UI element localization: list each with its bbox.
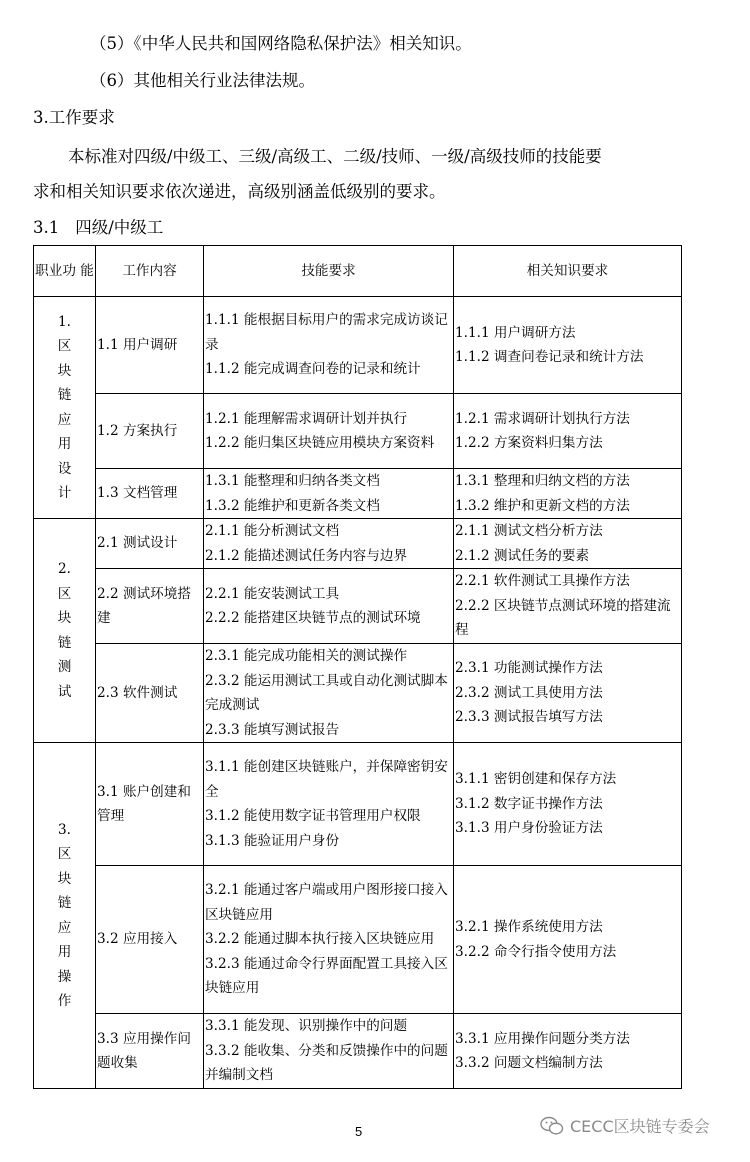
skill-item: 1.2.1 能理解需求调研计划并执行 (205, 410, 408, 427)
skill-item: 1.1.2 能完成调查问卷的记录和统计 (205, 361, 421, 378)
item-6-text: （6）其他相关行业法律法规。 (90, 71, 315, 90)
table-row (34, 644, 682, 743)
knowledge-cell (454, 469, 682, 519)
header-knowledge: 相关知识要求 (454, 246, 682, 297)
skill-cell (204, 519, 454, 569)
knowledge-item: 2.3.1 功能测试操作方法 (455, 660, 603, 677)
task-cell: 3.2 应用接入 (96, 866, 204, 1014)
skill-cell (204, 1014, 454, 1089)
function-char: 测 (57, 659, 72, 675)
knowledge-item: 2.2.1 软件测试工具操作方法 (455, 573, 630, 590)
knowledge-cell (454, 519, 682, 569)
heading-title: 四级/中级工 (75, 218, 164, 237)
function-char: 设 (57, 460, 72, 477)
knowledge-cell (454, 1014, 682, 1089)
wechat-icon (540, 1116, 564, 1136)
table-row (34, 297, 682, 394)
skill-cell (204, 469, 454, 519)
skill-item: 2.3.3 能填写测试报告 (205, 721, 340, 738)
skill-item: 3.3.2 能收集、分类和反馈操作中的问题并编制文档 (205, 1042, 448, 1084)
knowledge-item: 3.1.1 密钥创建和保存方法 (455, 771, 617, 788)
task-cell: 1.3 文档管理 (96, 469, 204, 519)
skill-item: 2.1.2 能描述测试任务内容与边界 (205, 547, 408, 564)
function-char: 计 (57, 485, 72, 501)
knowledge-cell (454, 297, 682, 394)
knowledge-item: 2.3.2 测试工具使用方法 (455, 684, 603, 701)
section-heading-3: 3.工作要求 (33, 108, 115, 127)
knowledge-item: 2.1.1 测试文档分析方法 (455, 523, 603, 539)
skill-cell (204, 743, 454, 866)
function-char: 试 (57, 683, 72, 700)
skill-cell (204, 644, 454, 743)
knowledge-item: 2.3.3 测试报告填写方法 (455, 709, 603, 726)
item-5-text: （5）《中华人民共和国网络隐私保护法》相关知识。 (90, 34, 472, 53)
function-cell (34, 743, 96, 1089)
skill-item: 3.1.3 能验证用户身份 (205, 832, 340, 849)
knowledge-cell (454, 644, 682, 743)
skill-item: 3.2.3 能通过命令行界面配置工具接入区块链应用 (205, 955, 448, 997)
skill-item: 1.3.2 能维护和更新各类文档 (205, 497, 380, 514)
watermark-text: CECC区块链专委会 (570, 1117, 710, 1136)
skill-cell (204, 866, 454, 1014)
intro-paragraph-line1: 本标准对四级/中级工、三级/高级工、二级/技师、一级/高级技师的技能要 (68, 147, 602, 166)
function-char: 区 (57, 338, 72, 354)
function-char: 区 (57, 585, 72, 602)
task-cell: 2.3 软件测试 (96, 644, 204, 743)
function-char: 3. (58, 821, 71, 838)
skill-item: 3.1.1 能创建区块链账户，并保障密钥安全 (205, 759, 448, 800)
skill-item: 1.3.1 能整理和归纳各类文档 (205, 473, 380, 489)
function-cell (34, 519, 96, 743)
knowledge-item: 3.1.3 用户身份验证方法 (455, 820, 603, 837)
intro-paragraph-line2: 求和相关知识要求依次递进，高级别涵盖低级别的要求。 (33, 182, 446, 201)
table-row (34, 519, 682, 569)
knowledge-item: 1.3.2 维护和更新文档的方法 (455, 497, 630, 514)
function-char: 应 (57, 411, 72, 428)
task-cell: 1.2 方案执行 (96, 394, 204, 469)
header-function: 职业功 能 (34, 246, 96, 297)
header-task: 工作内容 (96, 246, 204, 297)
function-char: 链 (57, 634, 72, 651)
knowledge-item: 3.2.2 命令行指令使用方法 (455, 943, 617, 960)
table-row (34, 1014, 682, 1089)
knowledge-item: 1.3.1 整理和归纳文档的方法 (455, 473, 630, 489)
task-cell: 2.1 测试设计 (96, 519, 204, 569)
skill-standard-table (33, 245, 682, 1089)
knowledge-item: 1.1.2 调查问卷记录和统计方法 (455, 349, 644, 365)
table-row (34, 866, 682, 1014)
function-char: 块 (57, 362, 72, 379)
function-char: 区 (57, 846, 72, 862)
knowledge-item: 3.3.2 问题文档编制方法 (455, 1055, 603, 1071)
skill-item: 3.2.1 能通过客户端或用户图形接口接入区块链应用 (205, 882, 448, 923)
function-char: 作 (57, 993, 72, 1009)
function-char: 2. (58, 561, 71, 577)
knowledge-item: 3.3.1 应用操作问题分类方法 (455, 1030, 630, 1047)
skill-item: 1.2.2 能归集区块链应用模块方案资料 (205, 435, 435, 451)
table-row (34, 469, 682, 519)
knowledge-item: 3.2.1 操作系统使用方法 (455, 919, 603, 935)
task-cell: 1.1 用户调研 (96, 297, 204, 394)
function-char: 链 (57, 387, 72, 403)
knowledge-cell (454, 743, 682, 866)
function-char: 块 (57, 610, 72, 626)
knowledge-cell (454, 866, 682, 1014)
skill-item: 2.1.1 能分析测试文档 (205, 523, 340, 539)
skill-item: 2.2.1 能安装测试工具 (205, 585, 340, 602)
function-cell (34, 297, 96, 519)
knowledge-item: 2.1.2 测试任务的要素 (455, 547, 590, 564)
watermark (540, 1114, 710, 1137)
skill-item: 3.2.2 能通过脚本执行接入区块链应用 (205, 931, 435, 948)
skill-item: 3.1.2 能使用数字证书管理用户权限 (205, 808, 421, 824)
table-row (34, 569, 682, 644)
section-heading-3-1 (33, 212, 163, 244)
skill-cell (204, 569, 454, 644)
knowledge-item: 3.1.2 数字证书操作方法 (455, 795, 603, 812)
table-header-row (34, 246, 682, 297)
function-char: 块 (57, 870, 72, 887)
header-skill: 技能要求 (204, 246, 454, 297)
function-char: 操 (57, 968, 72, 985)
skill-item: 3.3.1 能发现、识别操作中的问题 (205, 1018, 408, 1035)
knowledge-cell (454, 394, 682, 469)
heading-number: 3.1 (33, 218, 60, 237)
skill-cell (204, 394, 454, 469)
function-char: 应 (57, 919, 72, 936)
knowledge-item: 1.2.2 方案资料归集方法 (455, 435, 603, 451)
skill-item: 1.1.1 能根据目标用户的需求完成访谈记录 (205, 312, 448, 353)
knowledge-item: 1.1.1 用户调研方法 (455, 324, 576, 341)
skill-item: 2.3.1 能完成功能相关的测试操作 (205, 648, 408, 664)
knowledge-item: 1.2.1 需求调研计划执行方法 (455, 410, 630, 427)
task-cell: 2.2 测试环境搭建 (96, 569, 204, 644)
task-cell: 3.3 应用操作问题收集 (96, 1014, 204, 1089)
knowledge-cell (454, 569, 682, 644)
function-char: 链 (57, 895, 72, 911)
skill-item: 2.3.2 能运用测试工具或自动化测试脚本完成测试 (205, 672, 448, 713)
function-char: 1. (58, 313, 71, 330)
knowledge-item: 2.2.2 区块链节点测试环境的搭建流程 (455, 597, 671, 639)
page-number: 5 (355, 1124, 363, 1139)
task-cell: 3.1 账户创建和管理 (96, 743, 204, 866)
function-char: 用 (57, 436, 72, 452)
table-row (34, 743, 682, 866)
skill-item: 2.2.2 能搭建区块链节点的测试环境 (205, 610, 421, 626)
function-char: 用 (57, 944, 72, 960)
skill-cell (204, 297, 454, 394)
table-row (34, 394, 682, 469)
